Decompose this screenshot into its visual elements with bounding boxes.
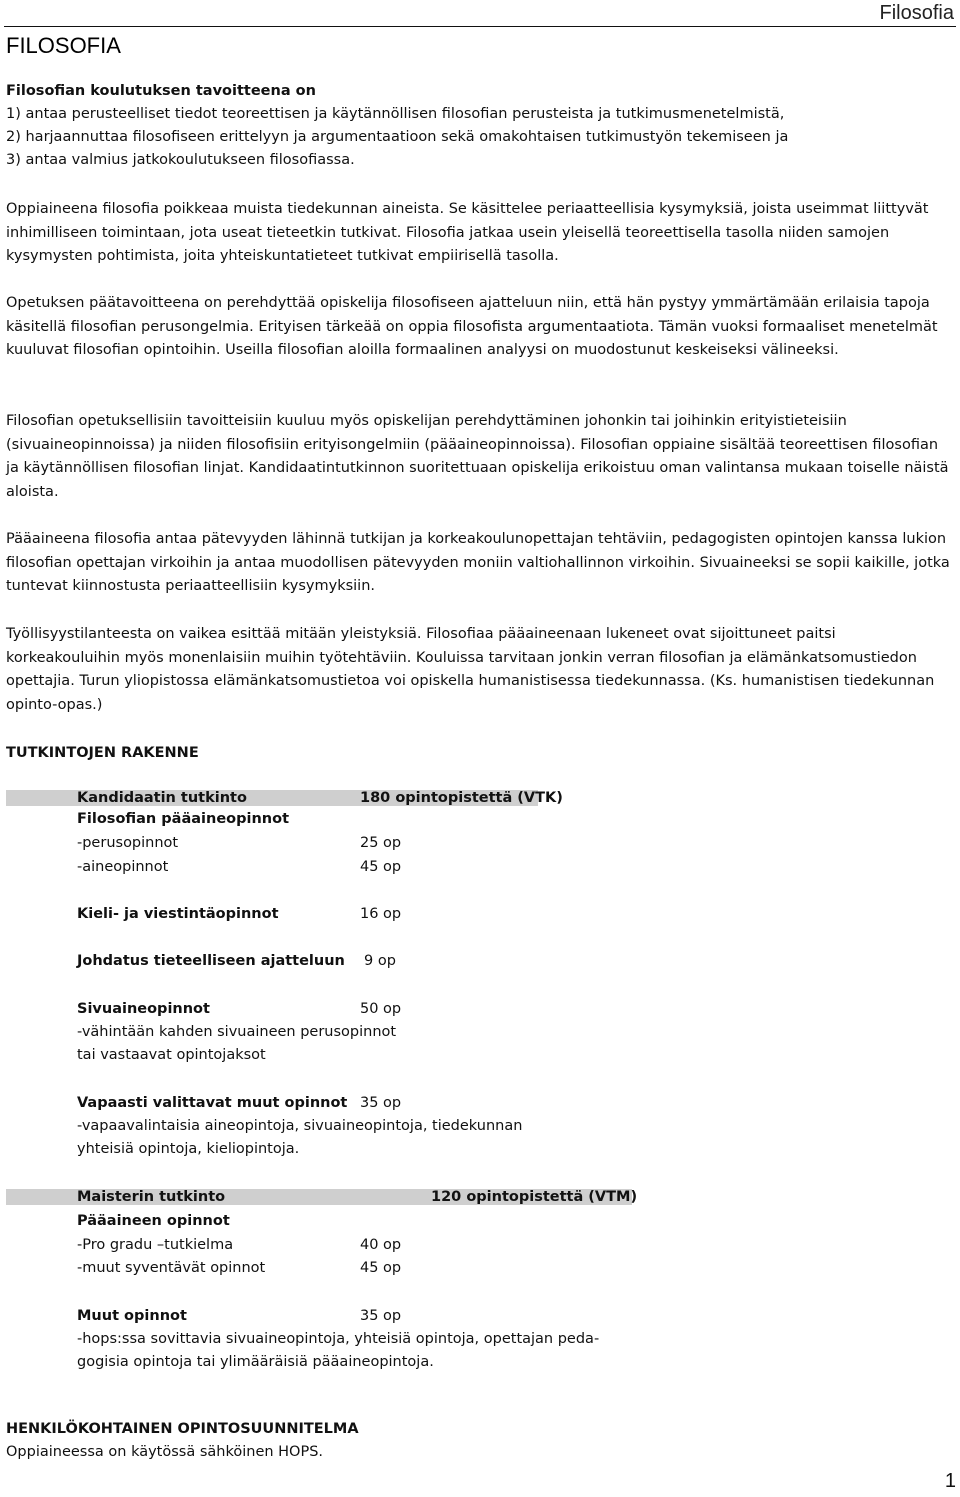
paragraph-4: Pääaineena filosofia antaa pätevyyden lähinnä tutkijan ja korkeakoulunopettajan tehtäviin, pedagogisten opintojen kanssa lukion filosofian opettajan virkoihin ja antaa muodollisen pätevyyden moniin valtiohallinnon virkoihin. Sivuaineeksi se sopii kaikille, jotka tuntevat kiinnostusta periaatteellisiin kysymyksiin. xyxy=(6,531,950,594)
bachelor-degree-name: Kandidaatin tutkinto xyxy=(77,790,247,806)
minor-studies-note-1: -vähintään kahden sivuaineen perusopinnot xyxy=(77,1024,397,1040)
minor-studies-value: 50 op xyxy=(360,1001,402,1017)
master-major-heading: Pääaineen opinnot xyxy=(77,1213,230,1229)
minor-studies-note-2: tai vastaavat opintojaksot xyxy=(77,1047,266,1063)
free-studies-note-2: yhteisiä opintoja, kieliopintoja. xyxy=(77,1141,300,1157)
intermediate-studies-label: -aineopinnot xyxy=(77,859,169,875)
hops-heading: HENKILÖKOHTAINEN OPINTOSUUNNITELMA xyxy=(6,1421,359,1437)
minor-studies-label: Sivuaineopinnot xyxy=(77,1001,210,1017)
bachelor-degree-total: 180 opintopistettä (VTK) xyxy=(360,790,563,806)
language-studies-value: 16 op xyxy=(360,906,402,922)
free-studies-note-1: -vapaavalintaisia aineopintoja, sivuaineopintoja, tiedekunnan xyxy=(77,1118,523,1134)
structure-heading: TUTKINTOJEN RAKENNE xyxy=(6,745,199,761)
language-studies-label: Kieli- ja viestintäopinnot xyxy=(77,906,279,922)
other-studies-note-2: gogisia opintoja tai ylimääräisiä pääaineopintoja. xyxy=(77,1354,434,1370)
intro-item-3: 3) antaa valmius jatkokoulutukseen filosofiassa. xyxy=(6,152,355,168)
other-studies-value: 35 op xyxy=(360,1308,402,1324)
free-studies-value: 35 op xyxy=(360,1095,402,1111)
basic-studies-value: 25 op xyxy=(360,835,402,851)
paragraph-2: Opetuksen päätavoitteena on perehdyttää opiskelija filosofiseen ajatteluun niin, että hän pystyy ymmärtämään erilaisia tapoja käsitellä filosofian perusongelmia. Erityisen tärkeää on oppia filosofista argumentaatiota. Tämän vuoksi formaaliset menetelmät kuuluvat filosofian opintoihin. Useilla filosofian aloilla formaalinen analyysi on muodostunut keskeiseksi välineeksi. xyxy=(6,295,938,358)
bachelor-major-heading: Filosofian pääaineopinnot xyxy=(77,811,290,827)
other-studies-label: Muut opinnot xyxy=(77,1308,187,1324)
paragraph-5: Työllisyystilanteesta on vaikea esittää mitään yleistyksiä. Filosofiaa pääaineenaan lukeneet ovat sijoittuneet paitsi korkeakouluihin myös monenlaisiin muihin työtehtäviin. Kouluissa tarvitaan jonkin verran filosofian ja elämänkatsomustiedon opettajia. Turun yliopistossa elämänkatsomustietoa voi opiskella humanistisessa tiedekunnassa. (Ks. humanistisen tiedekunnan opinto-opas.) xyxy=(6,626,935,713)
intro-science-value: 9 op xyxy=(364,953,396,969)
page-number: 1 xyxy=(944,1470,956,1492)
intro-science-label: Johdatus tieteelliseen ajatteluun xyxy=(77,953,345,969)
advanced-studies-value: 45 op xyxy=(360,1260,402,1276)
intro-item-1: 1) antaa perusteelliset tiedot teoreettisen ja käytännöllisen filosofian perusteista ja tutkimusmenetelmistä, xyxy=(6,106,785,122)
intro-item-2: 2) harjaannuttaa filosofiseen erittelyyn ja argumentaatioon sekä omakohtaisen tutkimustyön tekemiseen ja xyxy=(6,129,789,145)
other-studies-note-1: -hops:ssa sovittavia sivuaineopintoja, yhteisiä opintoja, opettajan peda- xyxy=(77,1331,600,1347)
free-studies-label: Vapaasti valittavat muut opinnot xyxy=(77,1095,348,1111)
thesis-label: -Pro gradu –tutkielma xyxy=(77,1237,234,1253)
header-rule xyxy=(4,26,956,27)
master-degree-name: Maisterin tutkinto xyxy=(77,1189,226,1205)
intermediate-studies-value: 45 op xyxy=(360,859,402,875)
hops-text: Oppiaineessa on käytössä sähköinen HOPS. xyxy=(6,1444,324,1460)
basic-studies-label: -perusopinnot xyxy=(77,835,179,851)
intro-heading: Filosofian koulutuksen tavoitteena on xyxy=(6,83,316,99)
running-header-title: Filosofia xyxy=(879,2,954,24)
thesis-value: 40 op xyxy=(360,1237,402,1253)
master-degree-total: 120 opintopistettä (VTM) xyxy=(431,1189,638,1205)
advanced-studies-label: -muut syventävät opinnot xyxy=(77,1260,266,1276)
paragraph-1: Oppiaineena filosofia poikkeaa muista tiedekunnan aineista. Se käsittelee periaatteellisia kysymyksiä, joista useimmat liittyvät inhimilliseen toimintaan, jota useat tieteetkin tutkivat. Filosofia jatkaa usein yleisellä teoreettisella tasolla niiden samojen kysymysten pohtimista, joita yhteiskuntatieteet tutkivat empiirisellä tasolla. xyxy=(6,201,929,264)
paragraph-3: Filosofian opetuksellisiin tavoitteisiin kuuluu myös opiskelijan perehdyttäminen johonkin tai joihinkin erityistieteisiin (sivuaineopinnoissa) ja niiden filosofisiin erityisongelmiin (pääaineopinnoissa). Filosofian oppiaine sisältää teoreettisen filosofian ja käytännöllisen filosofian linjat. Kandidaatintutkinnon suoritettuaan opiskelija erikoistuu oman valintansa mukaan toiselle näistä aloista. xyxy=(6,413,949,500)
document-title: FILOSOFIA xyxy=(6,33,121,58)
